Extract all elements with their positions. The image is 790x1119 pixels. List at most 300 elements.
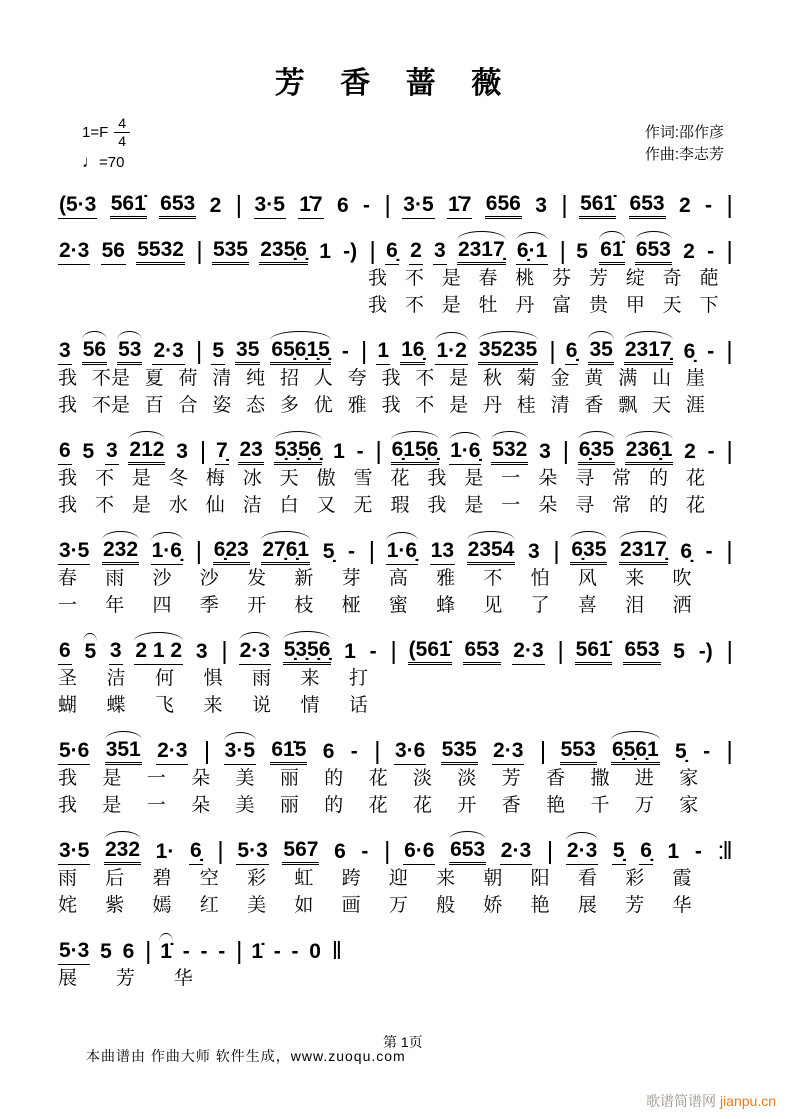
lyric-syllable: 不: [404, 268, 424, 289]
lyrics-verse-1: [58, 565, 692, 592]
lyric-syllable: 花: [685, 495, 705, 516]
note-group: 2·3: [566, 840, 598, 865]
lyricist-credit: 作词:邵作彦: [644, 124, 724, 141]
barline: |: [726, 537, 731, 565]
watermark-site-name: 歌谱简谱网: [645, 1093, 716, 1109]
lyric-syllable: 纯: [246, 368, 266, 389]
lyric-syllable: 了: [530, 595, 550, 616]
barline: |: [221, 637, 226, 665]
lyrics-verse-1: [58, 465, 705, 492]
lyric-syllable: 吹: [672, 568, 692, 589]
note-group: -: [363, 194, 371, 217]
note-line: [58, 432, 732, 465]
lyric-syllable: 碧: [152, 868, 172, 889]
barline: |: [235, 191, 241, 219]
lyric-syllable: 富: [552, 295, 572, 316]
watermark: [646, 1091, 776, 1111]
lyric-syllable: 态: [246, 395, 266, 416]
barline: |: [195, 337, 201, 365]
lyric-syllable: 展: [577, 895, 597, 916]
lyric-syllable: 我: [58, 468, 78, 489]
lyric-syllable: 朵: [538, 468, 558, 489]
lyric-syllable: 飘: [618, 395, 638, 416]
lyrics-verse-1: [58, 365, 705, 392]
note-group: -: [707, 240, 715, 263]
note-group: -: [369, 640, 377, 663]
lyrics-verse-2: [58, 692, 368, 719]
lyric-syllable: 是: [464, 495, 484, 516]
lyric-syllable: 合: [178, 395, 198, 416]
lyric-syllable: 我: [58, 768, 78, 789]
note-group: 2·3: [156, 740, 188, 765]
note-group: 212: [128, 439, 165, 465]
lyric-syllable: 是: [131, 468, 151, 489]
note-line: [58, 186, 732, 219]
note-group: -: [694, 840, 702, 863]
lyric-syllable: 美: [247, 895, 267, 916]
barline: |: [549, 337, 554, 365]
lyric-syllable: 清: [212, 368, 232, 389]
barline: |: [195, 537, 201, 565]
lyric-syllable: 香: [546, 768, 566, 789]
note-line: [58, 932, 341, 965]
lyric-syllable: 雅: [347, 395, 367, 416]
lyric-syllable: 彩: [247, 868, 267, 889]
time-signature-denominator: 4: [118, 132, 127, 149]
note-group: 1̇7: [447, 194, 472, 219]
lyric-syllable: 丹: [515, 295, 535, 316]
lyric-syllable: 不: [483, 568, 503, 589]
lyric-syllable: 是: [102, 768, 122, 789]
lyric-syllable: 夸: [347, 368, 367, 389]
lyric-syllable: 满: [618, 368, 638, 389]
lyric-syllable: 丹: [482, 395, 502, 416]
note-group: 5: [100, 940, 112, 963]
lyric-syllable: 我: [368, 295, 388, 316]
note-group: 2: [683, 240, 695, 263]
note-group: 61̇: [599, 239, 624, 265]
barline: |: [384, 191, 389, 219]
note-group: 56: [101, 240, 126, 265]
lyric-syllable: 展: [58, 968, 78, 989]
lyric-syllable: 如: [294, 895, 314, 916]
note-group: 3·5: [58, 540, 90, 565]
lyric-syllable: 艳: [546, 795, 566, 816]
note-group: 3: [105, 440, 119, 465]
composer-credit: 作曲:李志芳: [644, 145, 724, 163]
note-group: 1̇: [160, 940, 172, 963]
note-group: 6̣5̣6̣1: [611, 739, 660, 765]
barline: |: [557, 637, 562, 665]
lyric-syllable: 一: [501, 468, 521, 489]
note-group: 3: [109, 640, 123, 665]
note-group: 6̣: [385, 240, 399, 265]
barline: |: [199, 437, 205, 465]
note-group: 6: [122, 940, 135, 963]
lyric-syllable: 的: [324, 768, 344, 789]
watermark-domain: jianpu.cn: [719, 1093, 776, 1109]
lyric-syllable: 嫣: [152, 895, 172, 916]
note-group: 6̣: [639, 840, 653, 865]
note-group: 3: [535, 194, 547, 217]
lyric-syllable: 情: [300, 695, 320, 716]
lyric-syllable: 四: [152, 595, 172, 616]
note-line: [58, 832, 732, 865]
note-group: 2317̣: [624, 339, 673, 365]
note-group: 656: [485, 193, 522, 219]
key-tempo-block: [82, 116, 130, 172]
lyric-syllable: 朝: [483, 868, 503, 889]
lyric-syllable: 高: [388, 568, 408, 589]
lyrics-verse-2: [58, 492, 705, 519]
lyric-syllable: 又: [316, 495, 336, 516]
note-group: -: [707, 440, 715, 463]
note-group: 5: [82, 440, 95, 463]
note-group: 2: [209, 194, 222, 217]
note-group: 6̣35: [570, 539, 607, 565]
system-9: [58, 932, 732, 992]
lyric-syllable: 淡: [457, 768, 477, 789]
lyric-syllable: 梅: [205, 468, 225, 489]
lyric-syllable: 常: [612, 468, 632, 489]
lyric-syllable: 天: [662, 295, 682, 316]
lyric-syllable: 淡: [413, 768, 433, 789]
lyric-syllable: 家: [679, 768, 699, 789]
note-group: 3: [527, 540, 540, 563]
lyric-syllable: 甲: [625, 295, 645, 316]
note-group: 3·5: [58, 840, 90, 865]
note-group: 35: [235, 339, 260, 365]
barline: |: [375, 437, 380, 465]
lyric-syllable: 风: [577, 568, 597, 589]
note-group: 653: [629, 193, 666, 219]
meta-block: [58, 116, 732, 180]
lyric-syllable: 一: [58, 595, 78, 616]
note-group: 1: [376, 340, 390, 365]
lyric-syllable: 无: [353, 495, 373, 516]
note-group: 2·3: [500, 840, 532, 865]
lyric-syllable: 是: [131, 495, 151, 516]
lyric-syllable: 紫: [105, 895, 125, 916]
note-group: 6̣35: [578, 439, 615, 465]
note-group: (561̇: [408, 639, 452, 665]
note-group: 3: [58, 340, 72, 365]
note-group: 5: [84, 640, 97, 663]
note-group: 1: [333, 440, 345, 463]
note-group: 6: [322, 740, 335, 763]
lyric-syllable: 红: [199, 895, 219, 916]
lyric-syllable: 枝: [294, 595, 314, 616]
lyric-syllable: 来: [625, 568, 645, 589]
note-group: 1: [667, 840, 680, 863]
note-group: -: [356, 440, 364, 463]
note-group: 6: [334, 840, 346, 863]
lyrics-verse-2: [58, 392, 705, 419]
note-group: 1·6̣: [449, 440, 481, 465]
lyric-syllable: 开: [457, 795, 477, 816]
note-group: 1·6̣: [386, 540, 418, 565]
barline: ‖: [331, 937, 341, 965]
note-group: -: [218, 940, 226, 963]
song-title: 芳 香 蔷 薇: [274, 67, 516, 100]
note-group: -): [343, 240, 358, 263]
lyric-syllable: 家: [679, 795, 699, 816]
lyric-syllable: 见: [483, 595, 503, 616]
lyric-syllable: 阳: [530, 868, 550, 889]
note-group: 1̇: [251, 940, 263, 963]
lyric-syllable: 崖: [685, 368, 705, 389]
lyric-syllable: 香: [501, 795, 521, 816]
lyric-syllable: 是: [441, 268, 461, 289]
lyric-syllable: 新: [294, 568, 314, 589]
note-group: 2·3: [239, 640, 271, 665]
lyric-syllable: 绽: [625, 268, 645, 289]
note-group: 1·6̣: [151, 540, 183, 565]
lyric-syllable: 洒: [672, 595, 692, 616]
lyric-syllable: 芳: [115, 968, 135, 989]
barline: |: [390, 637, 395, 665]
note-line: [58, 332, 732, 365]
lyric-syllable: 姹: [58, 895, 78, 916]
lyric-syllable: 葩: [699, 268, 719, 289]
note-group: 6̣: [680, 540, 693, 563]
lyric-syllable: 怕: [530, 568, 550, 589]
lyric-syllable: 迎: [388, 868, 408, 889]
lyric-syllable: 秋: [482, 368, 502, 389]
page-number: 第 1页: [383, 1034, 423, 1050]
lyric-syllable: 是: [449, 368, 469, 389]
lyric-syllable: 芳: [625, 895, 645, 916]
barline: |: [726, 437, 731, 465]
lyric-syllable: 山: [652, 368, 672, 389]
note-group: 16̣: [400, 339, 425, 365]
barline: |: [203, 737, 209, 765]
lyric-syllable: 的: [649, 495, 669, 516]
note-group: 2: [684, 440, 696, 463]
note-group: 561̇: [575, 639, 612, 665]
lyric-syllable: 蝶: [106, 695, 126, 716]
barline: |: [196, 237, 201, 265]
barline: |: [546, 837, 552, 865]
lyric-syllable: 多: [279, 395, 299, 416]
lyric-syllable: 丽: [279, 768, 299, 789]
lyric-syllable: 不是: [91, 368, 130, 389]
lyric-syllable: 常: [612, 495, 632, 516]
barline: |: [726, 737, 731, 765]
note-group: 3: [195, 640, 208, 663]
note-group: 5̣: [322, 540, 335, 563]
lyric-syllable: 雅: [436, 568, 456, 589]
lyric-syllable: 华: [173, 968, 193, 989]
lyric-syllable: 话: [349, 695, 369, 716]
lyric-syllable: 芽: [341, 568, 361, 589]
note-group: 2·3: [58, 240, 90, 265]
note-group: 2317̣: [619, 539, 668, 565]
lyric-syllable: 我: [58, 368, 78, 389]
note-group: 2317̣: [457, 239, 506, 265]
note-group: 561̇: [110, 193, 147, 219]
note-group: 6̣: [189, 840, 203, 865]
lyric-syllable: 春: [478, 268, 498, 289]
note-group: -: [182, 940, 190, 963]
note-group: 5̣3̣5̣6̣: [274, 439, 323, 465]
lyric-syllable: 冬: [168, 468, 188, 489]
lyric-syllable: 冰: [242, 468, 262, 489]
barline: |: [360, 337, 366, 365]
note-group: 13: [430, 540, 455, 565]
lyric-syllable: 芳: [501, 768, 521, 789]
lyric-syllable: 万: [388, 895, 408, 916]
lyric-syllable: 跨: [341, 868, 361, 889]
lyric-syllable: 香: [584, 395, 604, 416]
note-group: 535: [212, 239, 249, 265]
barline: |: [384, 837, 389, 865]
note-group: 351: [105, 739, 142, 765]
lyrics-verse-2: [58, 792, 698, 819]
note-group: 3: [433, 240, 447, 265]
note-group: 6·6: [403, 840, 435, 865]
time-signature: [114, 116, 130, 148]
lyrics-verse-2: [368, 292, 718, 319]
note-group: -: [361, 840, 369, 863]
note-group: -: [705, 194, 713, 217]
lyric-syllable: 仙: [205, 495, 225, 516]
lyric-syllable: 桠: [341, 595, 361, 616]
lyrics-verse-1: [58, 965, 193, 992]
lyric-syllable: 寻: [575, 468, 595, 489]
note-group: 0: [309, 940, 321, 963]
lyric-syllable: 季: [199, 595, 219, 616]
note-group: 1·: [155, 840, 175, 863]
note-group: 2·3: [512, 640, 544, 665]
barline: |: [726, 191, 731, 219]
lyric-syllable: 飞: [155, 695, 175, 716]
system-6: [58, 632, 732, 719]
lyric-syllable: 不是: [91, 395, 130, 416]
credits-block: [645, 122, 724, 166]
note-group: -: [341, 340, 349, 363]
lyric-syllable: 菊: [516, 368, 536, 389]
lyric-syllable: 般: [436, 895, 456, 916]
lyrics-verse-1: [368, 265, 718, 292]
quarter-note-icon: ♩: [82, 152, 99, 172]
note-group: 5·6: [58, 740, 90, 765]
system-1: [58, 186, 732, 219]
note-group: 2 1 2: [134, 640, 183, 665]
lyric-syllable: 不: [415, 368, 435, 389]
lyric-syllable: 不: [404, 295, 424, 316]
note-group: -: [707, 340, 715, 363]
note-line: [58, 732, 732, 765]
lyric-syllable: 雪: [353, 468, 373, 489]
lyric-syllable: 朵: [191, 795, 211, 816]
note-line: [58, 632, 732, 665]
barline: |: [561, 191, 566, 219]
barline: |: [562, 437, 568, 465]
note-group: -: [350, 740, 358, 763]
barline: |: [726, 237, 731, 265]
note-group: 3·6: [394, 740, 426, 765]
lyric-syllable: 水: [168, 495, 188, 516]
lyric-syllable: 喜: [577, 595, 597, 616]
lyric-syllable: 是: [102, 795, 122, 816]
note-group: 653: [159, 193, 196, 219]
lyric-syllable: 招: [279, 368, 299, 389]
barline: |: [145, 937, 150, 965]
lyric-syllable: 年: [105, 595, 125, 616]
lyric-syllable: 我: [427, 495, 447, 516]
note-group: 6̣·1: [516, 240, 548, 265]
lyric-syllable: 是: [441, 295, 461, 316]
note-group: 5·3: [236, 840, 268, 865]
note-group: 232: [102, 539, 139, 565]
lyric-syllable: 空: [199, 868, 219, 889]
note-group: 553: [560, 739, 597, 765]
note-group: -: [347, 540, 355, 563]
lyric-syllable: 泪: [625, 595, 645, 616]
system-7: [58, 732, 732, 819]
lyric-syllable: 不: [94, 468, 114, 489]
lyrics-verse-2: [58, 892, 692, 919]
lyric-syllable: 我: [58, 495, 78, 516]
note-line: [58, 532, 732, 565]
system-8: [58, 832, 732, 919]
lyric-syllable: 奇: [662, 268, 682, 289]
note-group: 65̣6̣1̣5̣: [270, 339, 330, 365]
lyric-syllable: 千: [590, 795, 610, 816]
note-group: 3: [176, 440, 188, 463]
note-group: 5̣: [675, 740, 687, 763]
note-group: 1: [319, 240, 331, 263]
lyric-syllable: 沙: [199, 568, 219, 589]
note-group: 561̇: [579, 193, 616, 219]
lyric-syllable: 天: [652, 395, 672, 416]
note-group: 3·5: [254, 194, 286, 219]
time-signature-numerator: 4: [114, 116, 130, 133]
lyric-syllable: 霞: [672, 868, 692, 889]
note-group: -): [698, 640, 713, 663]
note-group: -: [705, 540, 713, 563]
note-group: 5̣: [612, 840, 626, 865]
lyric-syllable: 花: [685, 468, 705, 489]
lyric-syllable: 牡: [478, 295, 498, 316]
lyric-syllable: 金: [550, 368, 570, 389]
lyric-syllable: 是: [449, 395, 469, 416]
note-group: 535: [441, 739, 478, 765]
lyric-syllable: 寻: [575, 495, 595, 516]
lyric-syllable: 天: [279, 468, 299, 489]
lyric-syllable: 的: [649, 468, 669, 489]
lyric-syllable: 打: [349, 668, 369, 689]
note-group: 2·3: [152, 340, 184, 365]
note-group: 5: [673, 640, 685, 663]
lyric-syllable: 是: [464, 468, 484, 489]
lyric-syllable: 来: [436, 868, 456, 889]
note-group: 532: [491, 439, 528, 465]
lyric-syllable: 我: [427, 468, 447, 489]
lyric-syllable: 涯: [685, 395, 705, 416]
lyric-syllable: 花: [368, 768, 388, 789]
lyric-syllable: 朵: [191, 768, 211, 789]
lyric-syllable: 蜜: [388, 595, 408, 616]
tempo-marking: [82, 152, 130, 172]
lyric-syllable: 雨: [105, 568, 125, 589]
lyric-syllable: 芬: [552, 268, 572, 289]
note-group: 5̣3̣5̣6̣: [283, 639, 332, 665]
lyric-syllable: 美: [235, 795, 255, 816]
lyric-syllable: 撒: [590, 768, 610, 789]
note-group: -: [200, 940, 208, 963]
